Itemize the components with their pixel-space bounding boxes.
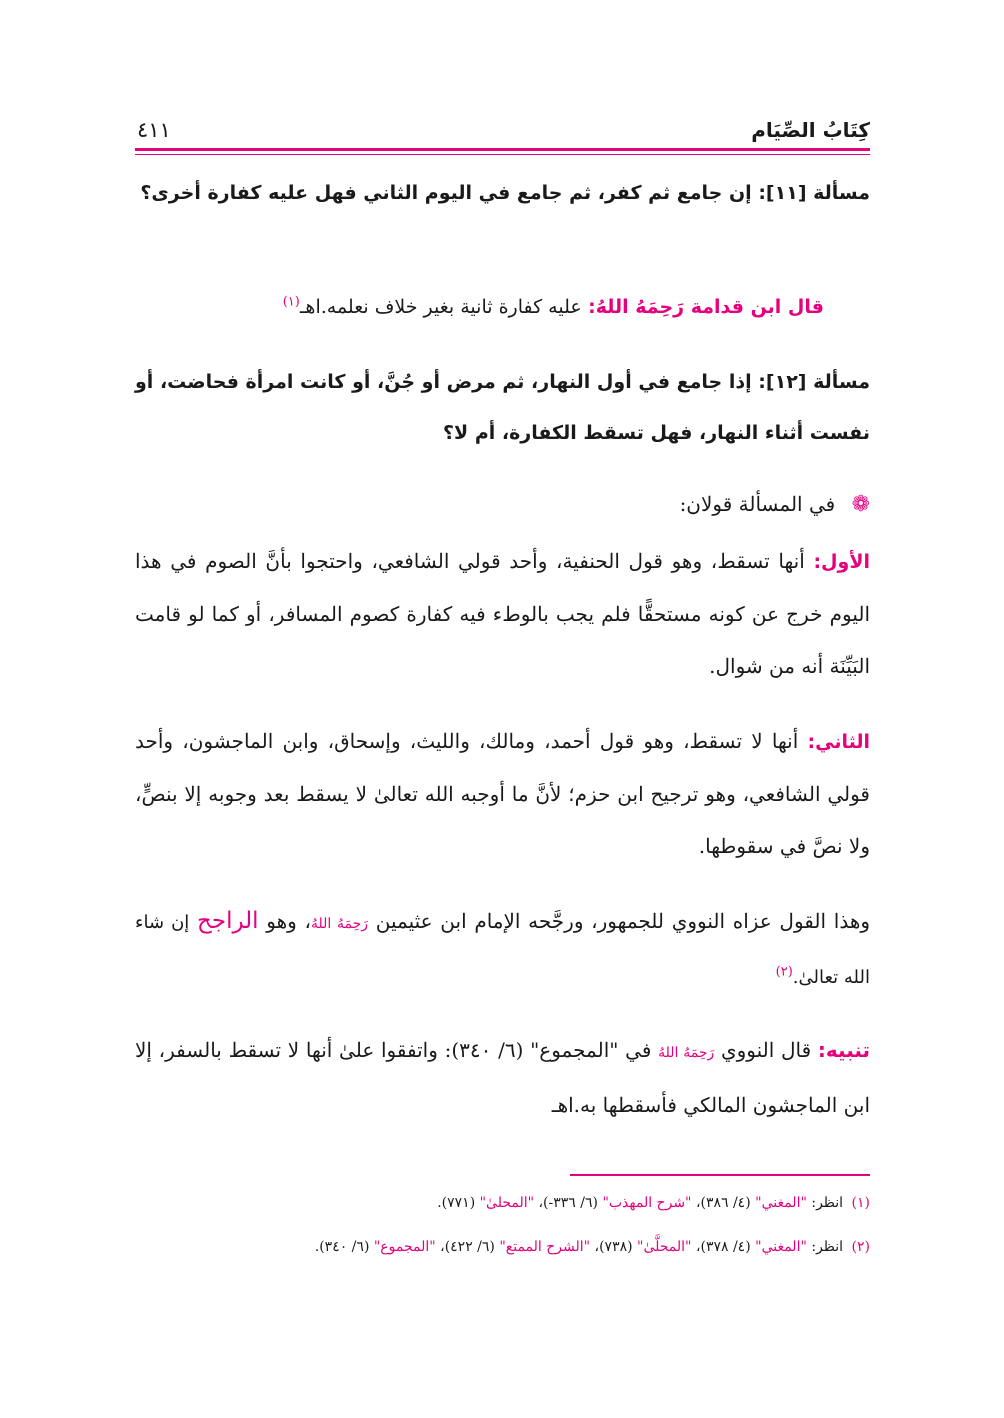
ibn-qudama-label: قال ابن قدامة رَحِمَهُ اللهُ:: [588, 296, 824, 318]
footnote-separator: [570, 1174, 870, 1176]
footnote-text: (٤/ ٣٧٨)،: [691, 1239, 756, 1255]
footnote-source-title: "المحلىٰ": [479, 1195, 535, 1211]
note-label: تنبيه:: [817, 1038, 871, 1062]
note-source: "المجموع": [530, 1038, 619, 1062]
two-opinions-intro: [135, 478, 870, 531]
footnote-text: انظر:: [806, 1239, 844, 1255]
ibn-qudama-quote: [135, 280, 870, 333]
note-paragraph: [135, 1024, 870, 1131]
page-number: ٤١١: [137, 118, 171, 142]
rajih-word: الراجح: [197, 908, 259, 934]
footnote-ref-2[interactable]: (٢): [775, 964, 793, 980]
footnote-text: (٧٣٨)،: [590, 1239, 638, 1255]
conclusion-text-after: إن شاء الله تعالىٰ.: [135, 912, 870, 988]
footnote-text: (٦/ ٤٢٢)،: [435, 1239, 500, 1255]
question-11-label: مسألة [١١]:: [758, 182, 870, 204]
intro-text: في المسألة قولان:: [679, 492, 836, 516]
honorific-nawawi: رَحِمَهُ اللهُ: [658, 1045, 715, 1061]
book-title: كِتَابُ الصِّيَام: [751, 118, 870, 142]
conclusion-paragraph: [135, 895, 870, 1004]
running-header: [135, 116, 870, 146]
footnote-source-title: "المجموع": [373, 1239, 436, 1255]
question-11-text: إن جامع ثم كفر، ثم جامع في اليوم الثاني فهل عليه كفارة أخرى؟: [140, 182, 752, 204]
footnote-source-title: "المغني": [755, 1239, 807, 1255]
first-opinion-label: الأول:: [813, 551, 871, 573]
footnote-1: [135, 1190, 870, 1216]
footnote-source-title: "شرح المهذب": [602, 1195, 692, 1211]
footnote-text: (٦/ ٣٣٦-)،: [534, 1195, 603, 1211]
footnote-text: (٤/ ٣٨٦)،: [691, 1195, 756, 1211]
note-text-b: في: [625, 1038, 652, 1062]
header-rule-thin: [135, 154, 870, 155]
conclusion-text-mid: ، وهو: [266, 909, 311, 933]
footnote-2: [135, 1234, 870, 1260]
footnote-ref-1[interactable]: (١): [282, 294, 300, 310]
footnote-text: (٧٧١).: [437, 1195, 480, 1211]
ibn-qudama-text: عليه كفارة ثانية بغير خلاف نعلمه.اهـ: [299, 296, 582, 318]
question-12-label: مسألة [١٢]:: [758, 371, 871, 393]
second-opinion-text: أنها لا تسقط، وهو قول أحمد، ومالك، والليث، وإسحاق، وابن الماجشون، وأحد قولي الشافعي، وهو ترجيح ابن حزم؛ لأنَّ ما أوجبه الله تعالىٰ لا يسقط بعد وجوبه إلا بنصٍّ، ولا نصَّ في سقوطها.: [135, 729, 870, 858]
footnote-text: انظر:: [806, 1195, 844, 1211]
footnote-source-title: "الشرح الممتع": [499, 1239, 591, 1255]
footnote-source-title: "المحلَّىٰ": [637, 1239, 692, 1255]
question-12: [135, 357, 870, 459]
first-opinion-text: أنها تسقط، وهو قول الحنفية، وأحد قولي الشافعي، واحتجوا بأنَّ الصوم في هذا اليوم خرج عن كونه مستحقًّا فلم يجب بالوطء فيه كفارة كصوم المسافر، أو كما لو قامت البَيِّنَة أنه من شوال.: [135, 549, 870, 678]
flower-ornament-icon: ❁: [851, 492, 870, 517]
conclusion-text-before: وهذا القول عزاه النووي للجمهور، ورجَّحه الإمام ابن عثيمين: [375, 909, 871, 933]
question-12-text: إذا جامع في أول النهار، ثم مرض أو جُنَّ، أو كانت امرأة فحاضت، أو نفست أثناء النهار، فهل تسقط الكفارة، أم لا؟: [135, 371, 870, 444]
footnote-text: (٦/ ٣٤٠).: [314, 1239, 374, 1255]
first-opinion: [135, 535, 870, 692]
note-text-a: قال النووي: [720, 1038, 812, 1062]
footnote-source-title: "المغني": [755, 1195, 807, 1211]
honorific-ibn-uthaymeen: رَحِمَهُ اللهُ: [310, 916, 369, 932]
footnote-1-number: (١): [851, 1195, 870, 1211]
second-opinion: [135, 715, 870, 872]
question-11: [135, 168, 870, 219]
page: [135, 0, 870, 1418]
second-opinion-label: الثاني:: [807, 731, 870, 753]
footnote-2-number: (٢): [851, 1239, 870, 1255]
header-rule-thick: [135, 148, 870, 151]
note-text-c: (٦/ ٣٤٠): واتفقوا علىٰ أنها لا تسقط بالسفر، إلا ابن الماجشون المالكي فأسقطها به.اهـ: [135, 1038, 870, 1117]
